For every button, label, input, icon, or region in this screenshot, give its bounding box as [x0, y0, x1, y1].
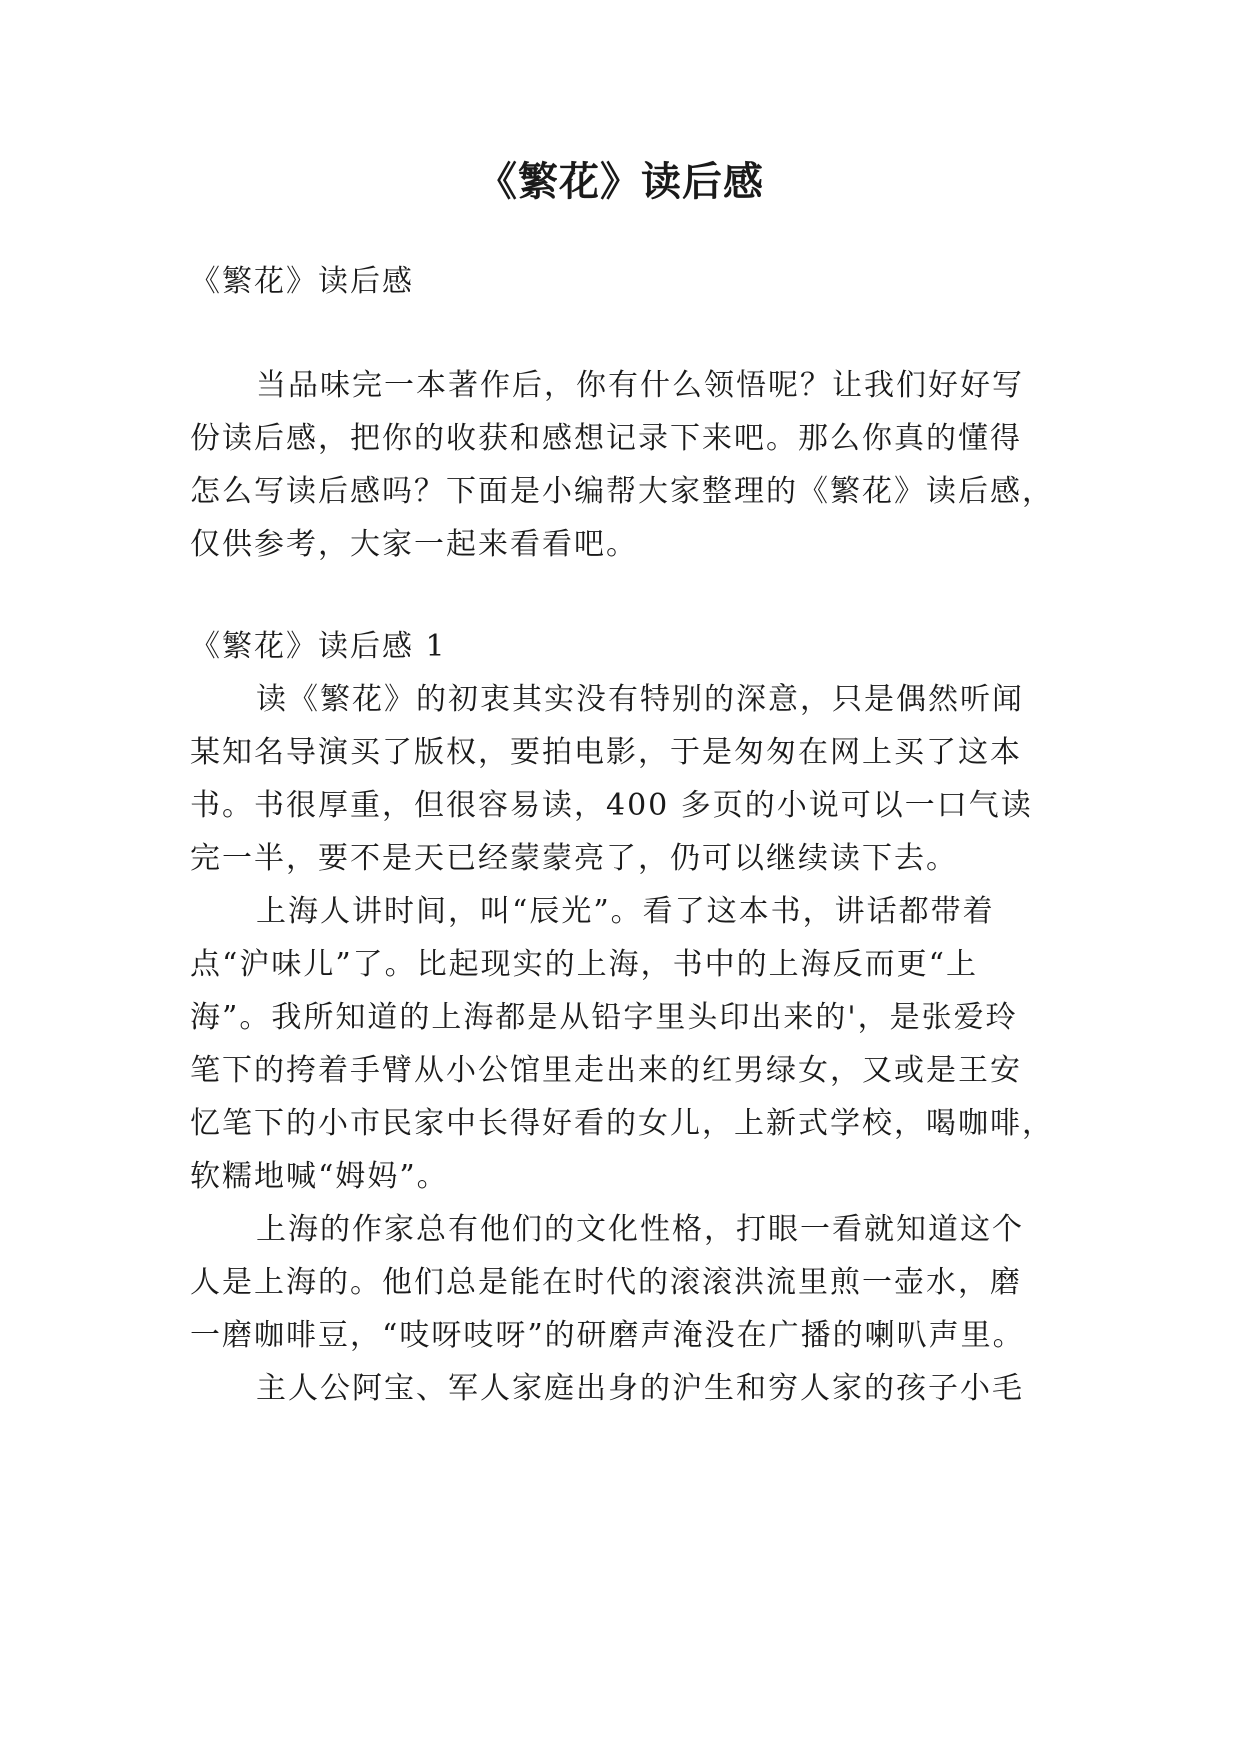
paragraph-line: 上海的作家总有他们的文化性格，打眼一看就知道这个 [256, 1212, 1024, 1247]
paragraph-line: 某知名导演买了版权，要拍电影，于是匆匆在网上买了这本 [190, 735, 1022, 770]
paragraph-line: 上海人讲时间，叫“辰光”。看了这本书，讲话都带着 [256, 894, 995, 929]
paragraph-line: 书。书很厚重，但很容易读，400 多页的小说可以一口气读 [190, 788, 1033, 823]
paragraph-line: 完一半，要不是天已经蒙蒙亮了，仍可以继续读下去。 [190, 841, 958, 876]
paragraph-line: 点“沪味儿”了。比起现实的上海，书中的上海反而更“上 [190, 947, 979, 982]
paragraph-line: 人是上海的。他们总是能在时代的滚滚洪流里煎一壶水，磨 [190, 1265, 1022, 1300]
paragraph-line: 海”。我所知道的上海都是从铅字里头印出来的'，是张爱玲 [190, 1000, 1018, 1035]
paragraph-line: 忆笔下的小市民家中长得好看的女儿，上新式学校，喝咖啡， [190, 1106, 1054, 1141]
paragraph-line: 一磨咖啡豆，“吱呀吱呀”的研磨声淹没在广播的喇叭声里。 [190, 1318, 1025, 1353]
paragraph-line: 软糯地喊“姆妈”。 [190, 1159, 449, 1194]
section-heading: 《繁花》读后感 1 [190, 629, 447, 664]
document-title: 《繁花》读后感 [477, 159, 764, 205]
document-subtitle: 《繁花》读后感 [190, 264, 414, 299]
intro-line: 仅供参考，大家一起来看看吧。 [190, 527, 638, 562]
paragraph-line: 主人公阿宝、军人家庭出身的沪生和穷人家的孩子小毛 [256, 1371, 1024, 1406]
paragraph-line: 笔下的挎着手臂从小公馆里走出来的红男绿女，又或是王安 [190, 1053, 1022, 1088]
intro-line: 份读后感，把你的收获和感想记录下来吧。那么你真的懂得 [190, 421, 1022, 456]
paragraph-line: 读《繁花》的初衷其实没有特别的深意，只是偶然听闻 [256, 682, 1024, 717]
intro-line: 怎么写读后感吗？下面是小编帮大家整理的《繁花》读后感， [190, 474, 1054, 509]
intro-line: 当品味完一本著作后，你有什么领悟呢？让我们好好写 [256, 368, 1024, 403]
